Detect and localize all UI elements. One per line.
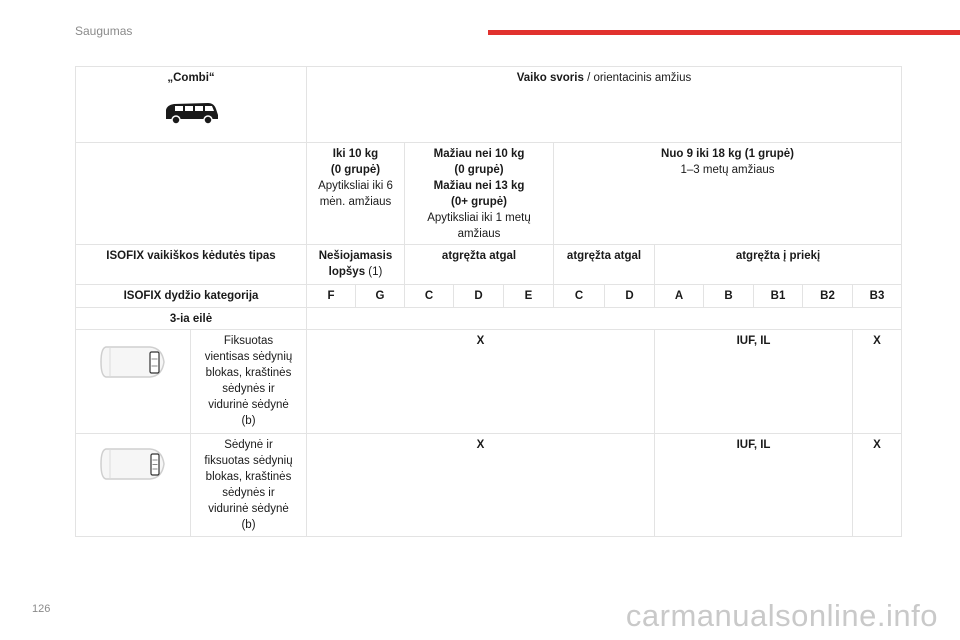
weight-header-rest: / orientacinis amžius	[583, 72, 692, 84]
seat-bench-icon	[98, 343, 168, 381]
size-class: A	[654, 284, 704, 308]
rear-facing-1: atgręžta atgal	[404, 244, 554, 285]
seat-description	[190, 329, 307, 434]
value-cell: X	[852, 433, 902, 537]
desc-line: sėdynės ir	[222, 487, 275, 499]
size-class: B1	[753, 284, 803, 308]
value-cell: X	[852, 329, 902, 434]
desc-line: sėdynės ir	[222, 383, 275, 395]
size-class: D	[604, 284, 655, 308]
empty-cell	[306, 307, 902, 330]
seat-description	[190, 433, 307, 537]
desc-line: fiksuotas sėdynių	[204, 455, 293, 467]
isofix-table	[75, 66, 902, 537]
size-class: C	[553, 284, 605, 308]
watermark: carmanualsonline.info	[625, 598, 938, 633]
carrycot-cell	[306, 244, 405, 285]
seat-diagram-cell	[75, 433, 191, 537]
desc-line: blokas, kraštinės	[205, 367, 292, 379]
desc-line: (b)	[241, 415, 256, 427]
size-class: D	[453, 284, 504, 308]
value-cell: X	[306, 433, 655, 537]
size-class: B2	[802, 284, 853, 308]
group-1-weight: Nuo 9 iki 18 kg (1 grupė)	[661, 148, 794, 160]
empty-cell	[75, 142, 307, 245]
van-icon	[162, 100, 220, 126]
desc-line: blokas, kraštinės	[205, 471, 292, 483]
desc-line: Fiksuotas	[223, 335, 274, 347]
carrycot-l1: Nešiojamasis	[318, 250, 393, 262]
size-class: G	[355, 284, 405, 308]
rear-facing-2: atgręžta atgal	[553, 244, 655, 285]
page-number: 126	[32, 603, 51, 615]
group-1-cell	[553, 142, 902, 245]
group-0plus-l4: (0+ grupė)	[451, 196, 507, 208]
isofix-type-label: ISOFIX vaikiškos kėdutės tipas	[75, 244, 307, 285]
group-0plus-cell	[404, 142, 554, 245]
group-0-name: (0 grupė)	[330, 164, 381, 176]
size-class-label: ISOFIX dydžio kategorija	[75, 284, 307, 308]
group-1-age: 1–3 metų amžiaus	[680, 164, 775, 176]
value-cell: IUF, IL	[654, 433, 853, 537]
section-title: Saugumas	[75, 24, 133, 38]
group-0plus-l3: Mažiau nei 13 kg	[433, 180, 525, 192]
size-class: F	[306, 284, 356, 308]
seat-diagram-cell	[75, 329, 191, 434]
size-class: E	[503, 284, 554, 308]
group-0plus-l5: Apytiksliai iki 1 metų	[427, 212, 531, 224]
group-0plus-l2: (0 grupė)	[454, 164, 504, 176]
size-class: B3	[852, 284, 902, 308]
desc-line: Sėdynė ir	[224, 439, 273, 451]
desc-line: vientisas sėdynių	[204, 351, 293, 363]
desc-line: vidurinė sėdynė	[208, 503, 289, 515]
desc-line: (b)	[241, 519, 256, 531]
group-0-cell	[306, 142, 405, 245]
size-class: B	[703, 284, 754, 308]
size-class: C	[404, 284, 454, 308]
forward-facing: atgręžta į priekį	[654, 244, 902, 285]
seat-bench-icon	[98, 445, 168, 483]
group-0-age-1: Apytiksliai iki 6	[318, 180, 393, 192]
carrycot-l2: lopšys	[328, 266, 366, 278]
value-cell: IUF, IL	[654, 329, 853, 434]
weight-header	[306, 66, 902, 143]
group-0-age-2: mėn. amžiaus	[319, 196, 392, 208]
group-0-weight: Iki 10 kg	[332, 148, 379, 160]
vehicle-cell	[75, 66, 307, 143]
desc-line: vidurinė sėdynė	[208, 399, 289, 411]
value-cell: X	[306, 329, 655, 434]
group-0plus-l6: amžiaus	[457, 228, 501, 240]
weight-header-bold: Vaiko svoris	[516, 72, 584, 84]
row-3-label: 3-ia eilė	[75, 307, 307, 330]
group-0plus-l1: Mažiau nei 10 kg	[433, 148, 525, 160]
carrycot-note: (1)	[365, 266, 383, 278]
accent-bar	[488, 30, 960, 35]
vehicle-label: „Combi“	[167, 72, 215, 84]
